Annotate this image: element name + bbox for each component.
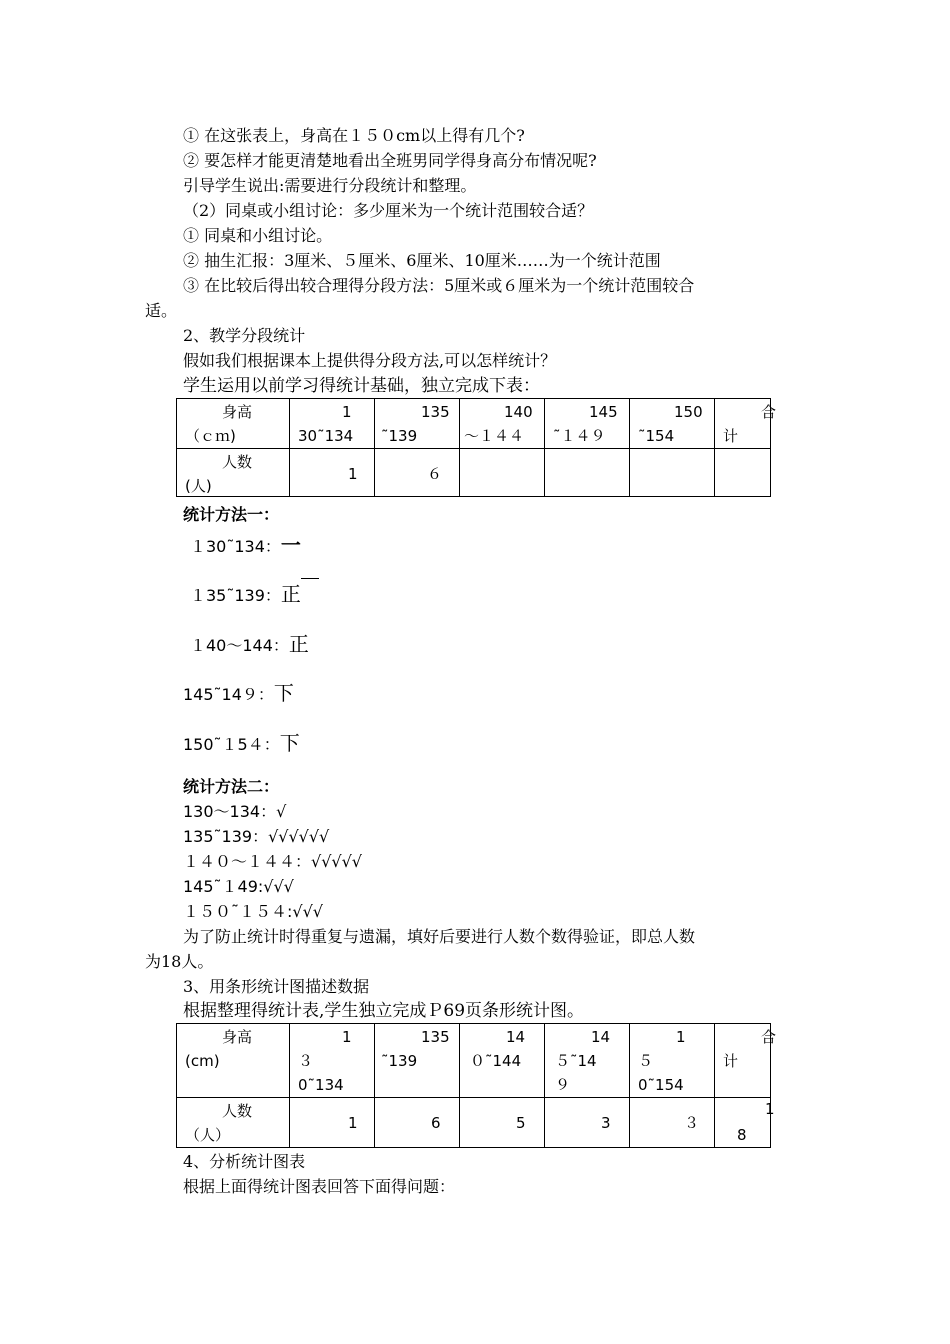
t1-col3-b: ～１４４ <box>464 427 525 445</box>
t2-value-5: ３ <box>684 1114 700 1132</box>
method1-range-5 <box>183 733 300 755</box>
t2-col-total-b: 计 <box>723 1052 739 1070</box>
method1-range-2-label: １35˜139： <box>190 586 281 605</box>
t1-col-total-a: 合 <box>761 403 777 421</box>
intro-line-2: ② 要怎样才能更清楚地看出全班男同学得身高分布情况呢? <box>183 151 597 170</box>
t2-total-b: 8 <box>737 1126 747 1144</box>
t2-col1-c: 0˜134 <box>298 1076 344 1094</box>
t1-col2-b: ˜139 <box>381 427 418 445</box>
t2-col2-b: ˜139 <box>381 1052 418 1070</box>
intro-line-5: ① 同桌和小组讨论。 <box>183 226 333 245</box>
verify-line-1: 为了防止统计时得重复与遗漏，填好后要进行人数个数得验证，即总人数 <box>183 927 696 946</box>
t2-col3-b: ０˜144 <box>470 1052 522 1070</box>
verify-line-2: 为18人。 <box>145 952 214 971</box>
t1-row-count-b: (人) <box>185 477 212 495</box>
method1-range-2 <box>190 584 319 606</box>
intro-line-6: ② 抽生汇报：3厘米、５厘米、6厘米、10厘米……为一个统计范围 <box>183 251 661 270</box>
t2-value-3: 5 <box>516 1114 526 1132</box>
t1-col4-b: ˜１４９ <box>553 427 606 445</box>
intro-line-4: （2）同桌或小组讨论：多少厘米为一个统计范围较合适？ <box>183 201 594 220</box>
tally-stroke-icon <box>301 578 319 579</box>
t2-col4-c: ９ <box>555 1076 571 1094</box>
t1-header-height: 身高 <box>222 403 253 421</box>
section2-question: 假如我们根据课本上提供得分段方法,可以怎样统计？ <box>183 351 557 370</box>
t2-header-height: 身高 <box>222 1028 253 1046</box>
section2-title: 2、教学分段统计 <box>183 326 306 345</box>
t1-col-total-b: 计 <box>723 427 739 445</box>
t1-value-1: 1 <box>348 465 358 483</box>
t2-col5-a: 1 <box>676 1028 686 1046</box>
t1-col5-a: 150 <box>674 403 703 421</box>
t2-row-count-a: 人数 <box>222 1102 253 1120</box>
t2-col2-a: 135 <box>421 1028 450 1046</box>
t1-value-2: ６ <box>427 465 443 483</box>
tally-mark-5: 下 <box>279 731 300 755</box>
t2-col1-a: 1 <box>342 1028 352 1046</box>
t1-col1-a: 1 <box>342 403 352 421</box>
t2-value-1: 1 <box>348 1114 358 1132</box>
section4-title: 4、分析统计图表 <box>183 1152 306 1171</box>
section3-title: 3、用条形统计图描述数据 <box>183 977 370 996</box>
t2-row-count-b: （人） <box>185 1126 231 1144</box>
method2-line-5: １５０˜１５４:√√√ <box>183 902 323 921</box>
t1-row-count-a: 人数 <box>222 453 253 471</box>
t1-col2-a: 135 <box>421 403 450 421</box>
t2-col-total-a: 合 <box>761 1028 777 1046</box>
method2-line-2: 135˜139：√√√√√√ <box>183 827 330 846</box>
t2-col1-b: ３ <box>298 1052 314 1070</box>
t1-header-unit: （ｃｍ) <box>185 427 236 445</box>
tally-mark-4: 下 <box>273 681 294 705</box>
t2-value-4: 3 <box>601 1114 611 1132</box>
method2-line-1: 130～134：√ <box>183 802 287 821</box>
t2-col4-a: 14 <box>591 1028 611 1046</box>
method1-range-3-label: １40～144： <box>190 636 289 655</box>
method1-range-3 <box>190 634 309 656</box>
method1-range-4 <box>183 683 294 705</box>
intro-line-3: 引导学生说出:需要进行分段统计和整理。 <box>183 176 477 195</box>
t1-col3-a: 140 <box>504 403 533 421</box>
section2-task: 学生运用以前学习得统计基础，独立完成下表： <box>183 376 540 396</box>
height-table-1 <box>176 398 777 497</box>
method2-title: 统计方法二： <box>183 777 280 796</box>
section3-task: 根据整理得统计表,学生独立完成Ｐ69页条形统计图。 <box>183 1001 585 1021</box>
t2-col5-b: ５ <box>638 1052 654 1070</box>
method1-range-4-label: 145˜14９： <box>183 685 274 704</box>
method2-line-4: 145˜１49:√√√ <box>183 877 294 896</box>
method1-range-1 <box>190 535 301 557</box>
tally-mark-3: 正 <box>288 632 309 656</box>
height-table-2 <box>176 1023 777 1148</box>
t1-col1-b: 30˜134 <box>298 427 354 445</box>
t2-total-a: 1 <box>765 1100 775 1118</box>
t2-col5-c: 0˜154 <box>638 1076 684 1094</box>
intro-line-8: 适。 <box>145 301 178 320</box>
method2-line-3: １４０～１４４：√√√√√ <box>183 852 362 871</box>
section4-task: 根据上面得统计图表回答下面得问题： <box>183 1177 456 1196</box>
tally-mark-2: 正 <box>280 582 301 606</box>
intro-line-1: ① 在这张表上，身高在１５０cm以上得有几个? <box>183 126 525 145</box>
t2-value-2: 6 <box>431 1114 441 1132</box>
t1-col5-b: ˜154 <box>638 427 675 445</box>
t2-col4-b: ５˜14 <box>555 1052 597 1070</box>
method1-title: 统计方法一： <box>183 505 280 524</box>
tally-mark-1: 一 <box>280 533 301 557</box>
method1-range-1-label: １30˜134： <box>190 537 281 556</box>
intro-line-7: ③ 在比较后得出较合理得分段方法：5厘米或６厘米为一个统计范围较合 <box>183 276 695 295</box>
t2-col3-a: 14 <box>506 1028 526 1046</box>
t1-col4-a: 145 <box>589 403 618 421</box>
t2-header-unit: (cm) <box>185 1052 220 1070</box>
method1-range-5-label: 150˜１5４： <box>183 735 280 754</box>
